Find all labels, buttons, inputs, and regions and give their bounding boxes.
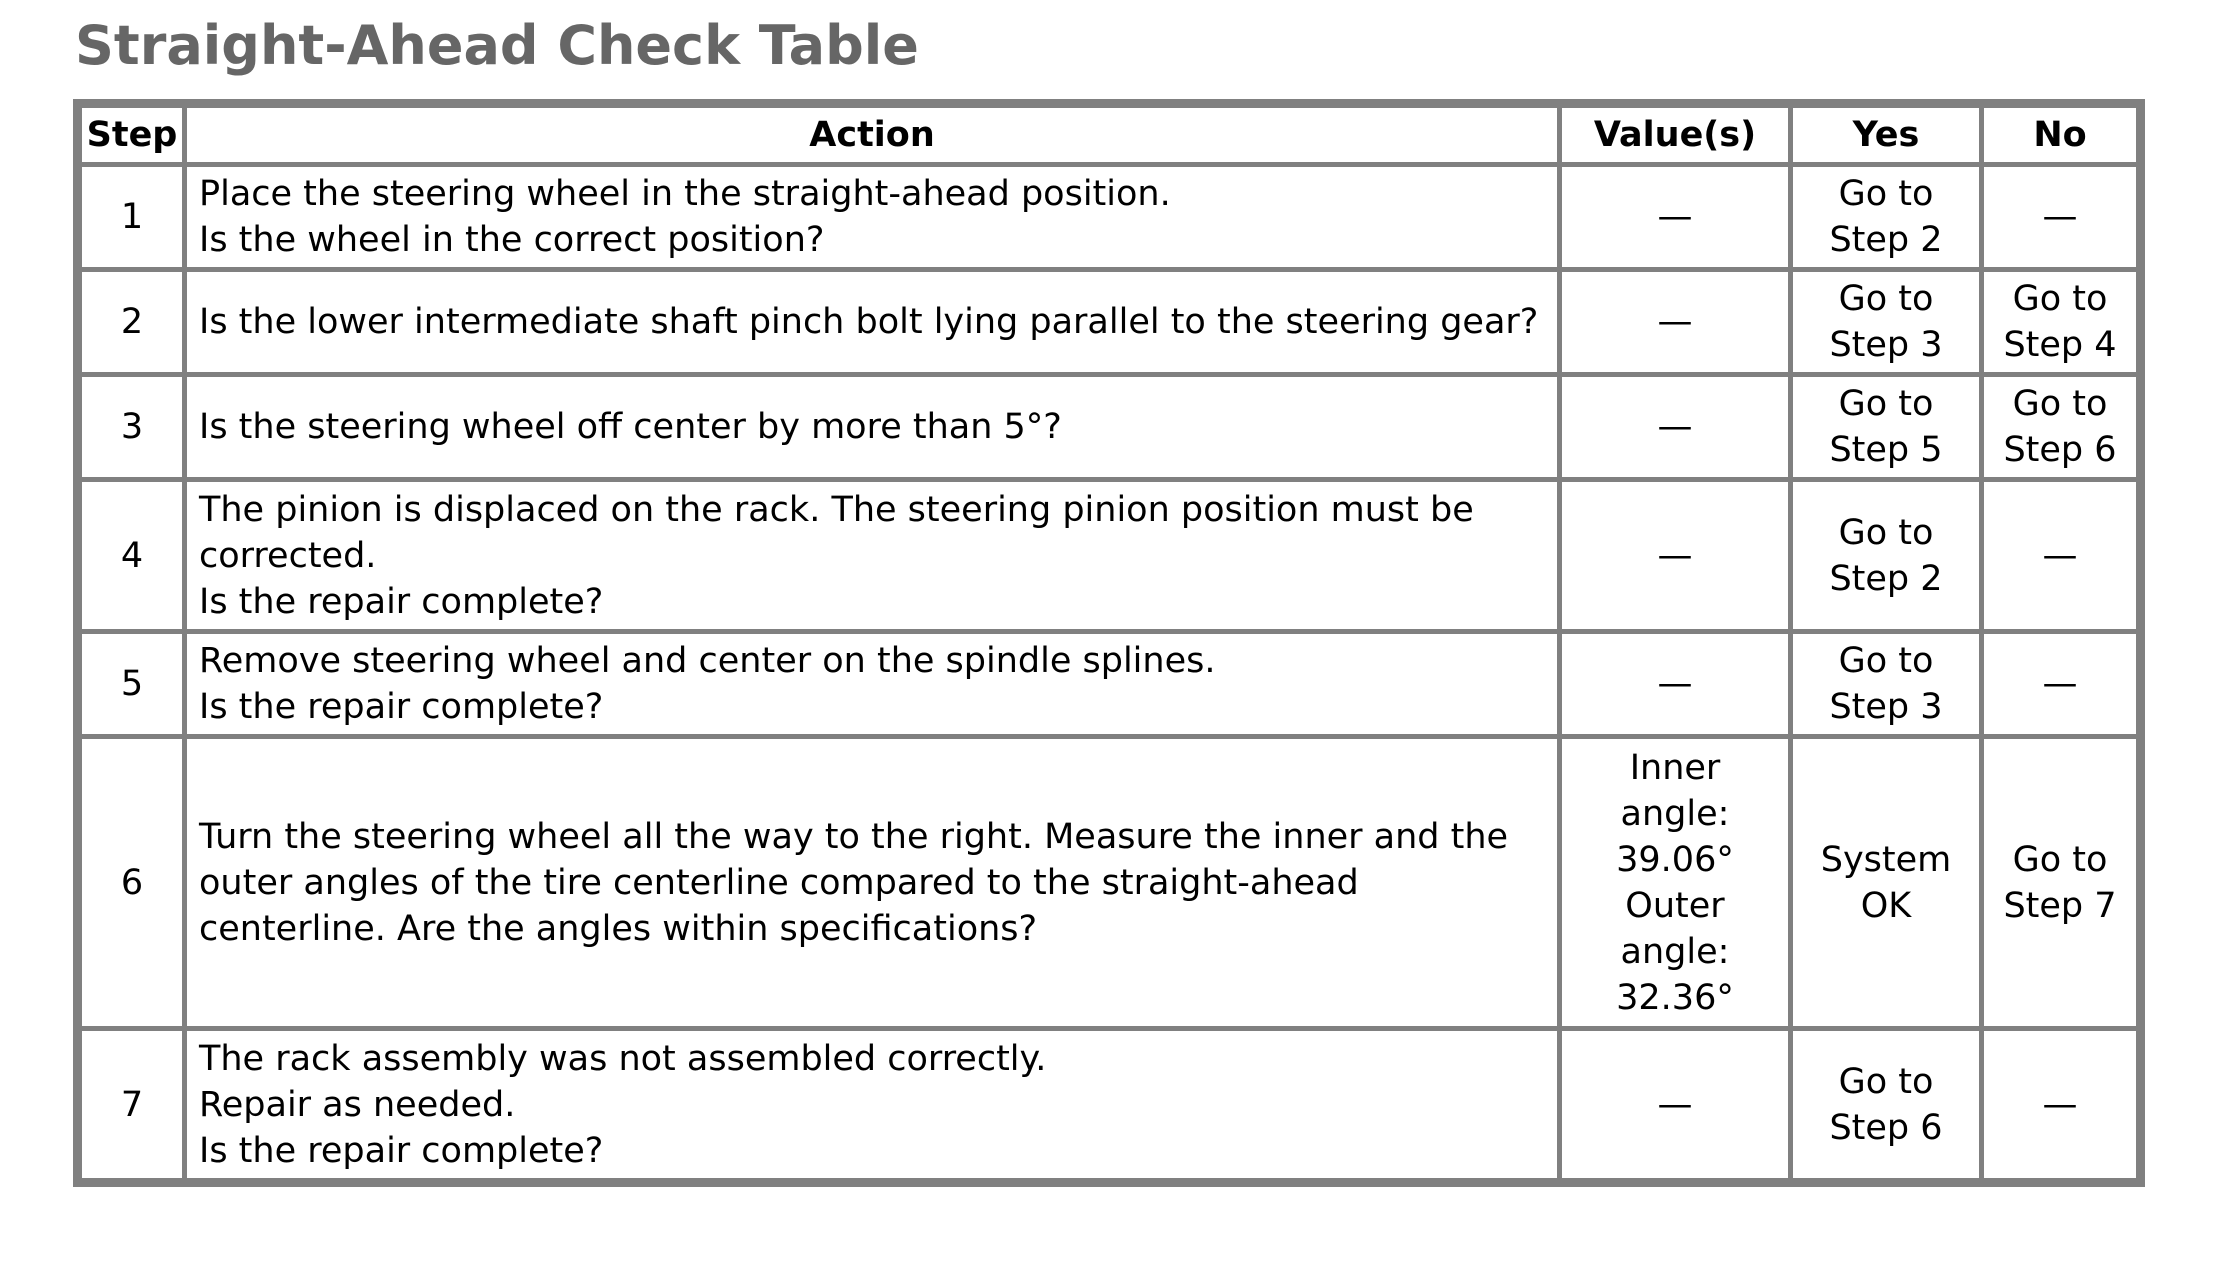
table-row [82, 739, 2136, 1026]
table-row [82, 167, 2136, 267]
no-cell: — [1984, 482, 2136, 629]
action-cell: Turn the steering wheel all the way to the right. Measure the inner and the outer angles of the tire centerline compared to the straight-ahead centerline. Are the angles within specifications? [187, 739, 1557, 1026]
values-cell: — [1562, 167, 1788, 267]
action-cell: Remove steering wheel and center on the spindle splines. Is the repair complete? [187, 634, 1557, 734]
values-cell: — [1562, 377, 1788, 477]
page-title: Straight-Ahead Check Table [75, 14, 919, 77]
action-cell: The pinion is displaced on the rack. The steering pinion position must be corrected. Is the repair complete? [187, 482, 1557, 629]
yes-cell: Go to Step 3 [1793, 272, 1979, 372]
header-no: No [1984, 108, 2136, 162]
header-action: Action [187, 108, 1557, 162]
no-cell: — [1984, 1031, 2136, 1178]
no-cell: — [1984, 634, 2136, 734]
step-cell: 5 [82, 634, 182, 734]
action-cell: Is the steering wheel off center by more than 5°? [187, 377, 1557, 477]
yes-cell: Go to Step 3 [1793, 634, 1979, 734]
table-row [82, 1031, 2136, 1178]
table-row [82, 482, 2136, 629]
yes-cell: System OK [1793, 739, 1979, 1026]
step-cell: 6 [82, 739, 182, 1026]
header-row [82, 108, 2136, 162]
step-cell: 1 [82, 167, 182, 267]
step-cell: 3 [82, 377, 182, 477]
yes-cell: Go to Step 5 [1793, 377, 1979, 477]
values-cell: — [1562, 272, 1788, 372]
header-values: Value(s) [1562, 108, 1788, 162]
values-cell: — [1562, 1031, 1788, 1178]
step-cell: 4 [82, 482, 182, 629]
action-cell: Is the lower intermediate shaft pinch bolt lying parallel to the steering gear? [187, 272, 1557, 372]
yes-cell: Go to Step 2 [1793, 482, 1979, 629]
yes-cell: Go to Step 6 [1793, 1031, 1979, 1178]
values-cell: — [1562, 634, 1788, 734]
table-row [82, 377, 2136, 477]
yes-cell: Go to Step 2 [1793, 167, 1979, 267]
no-cell: Go to Step 4 [1984, 272, 2136, 372]
no-cell: Go to Step 6 [1984, 377, 2136, 477]
step-cell: 2 [82, 272, 182, 372]
no-cell: Go to Step 7 [1984, 739, 2136, 1026]
action-cell: Place the steering wheel in the straight-ahead position. Is the wheel in the correct position? [187, 167, 1557, 267]
step-cell: 7 [82, 1031, 182, 1178]
action-cell: The rack assembly was not assembled correctly. Repair as needed. Is the repair complete? [187, 1031, 1557, 1178]
straight-ahead-check-table [73, 99, 2145, 1187]
table-row [82, 272, 2136, 372]
values-cell: — [1562, 482, 1788, 629]
no-cell: — [1984, 167, 2136, 267]
header-step: Step [82, 108, 182, 162]
values-cell: Inner angle: 39.06° Outer angle: 32.36° [1562, 739, 1788, 1026]
header-yes: Yes [1793, 108, 1979, 162]
table-row [82, 634, 2136, 734]
